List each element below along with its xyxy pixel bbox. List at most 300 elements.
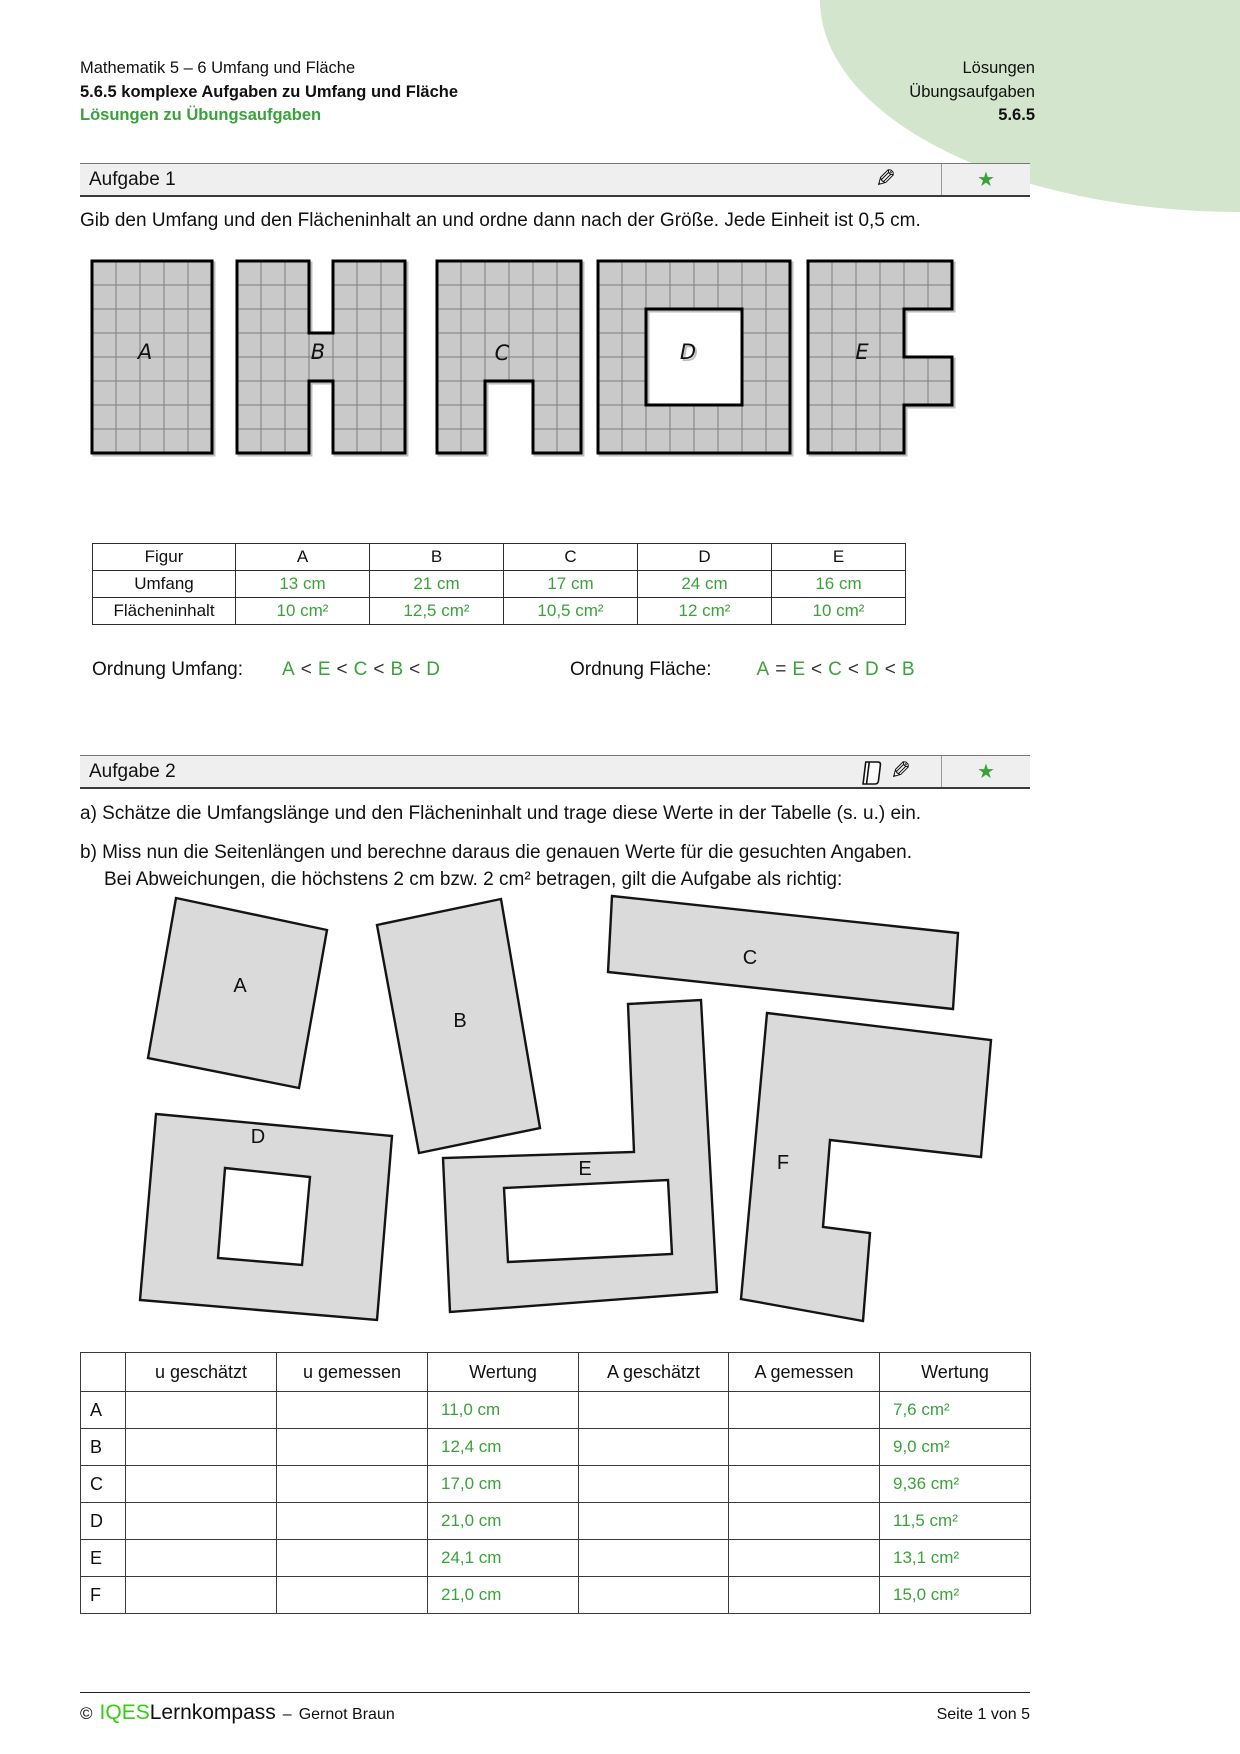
t2-value-cell: 11,5 cm² — [880, 1503, 1031, 1540]
grid-cell — [92, 261, 116, 285]
grid-cell — [928, 261, 952, 285]
grid-cell — [333, 381, 357, 405]
grid-cell — [381, 429, 405, 453]
grid-cell — [832, 333, 856, 357]
grid-cell — [164, 333, 188, 357]
grid-cell — [237, 333, 261, 357]
grid-cell — [333, 333, 357, 357]
grid-cell — [766, 333, 790, 357]
t1-header-C: C — [504, 544, 638, 571]
shape-label-C: C — [742, 947, 758, 969]
grid-cell — [357, 429, 381, 453]
grid-cell — [808, 285, 832, 309]
ordering-flaeche-sequence — [752, 659, 920, 681]
t1-value-cell: 10,5 cm² — [504, 598, 638, 625]
t2-header-u geschätzt: u geschätzt — [126, 1353, 277, 1392]
t2-empty-cell — [579, 1577, 729, 1614]
grid-cell — [856, 405, 880, 429]
grid-cell — [904, 357, 928, 381]
ordering-letter: C — [353, 659, 368, 680]
grid-cell — [333, 309, 357, 333]
grid-cell — [164, 357, 188, 381]
grid-cell — [485, 285, 509, 309]
ordering-umfang-label: Ordnung Umfang: — [92, 659, 244, 680]
grid-cell — [718, 261, 742, 285]
t2-empty-cell — [277, 1540, 428, 1577]
grid-cell — [670, 285, 694, 309]
task1-results-table — [92, 543, 906, 625]
figure-label-C: C — [494, 341, 510, 365]
grid-cell — [188, 333, 212, 357]
grid-cell — [116, 333, 140, 357]
grid-cell — [598, 429, 622, 453]
t2-empty-cell — [729, 1466, 880, 1503]
grid-cell — [533, 333, 557, 357]
grid-cell — [742, 381, 766, 405]
grid-cell — [598, 333, 622, 357]
grid-cell — [116, 357, 140, 381]
t2-value-cell: 9,0 cm² — [880, 1429, 1031, 1466]
grid-cell — [437, 357, 461, 381]
header-right-line2: Übungsaufgaben — [909, 82, 1035, 101]
grid-cell — [766, 429, 790, 453]
grid-cell — [188, 261, 212, 285]
grid-cell — [856, 285, 880, 309]
ordering-flaeche — [570, 659, 920, 681]
grid-cell — [237, 381, 261, 405]
ordering-umfang-sequence — [277, 659, 445, 681]
grid-cell — [533, 357, 557, 381]
grid-cell — [880, 381, 904, 405]
t2-row-label-A: A — [81, 1392, 126, 1429]
grid-cell — [357, 333, 381, 357]
task2-results-table — [80, 1352, 1031, 1614]
grid-cell — [832, 381, 856, 405]
grid-cell — [333, 357, 357, 381]
grid-figure-E — [808, 261, 952, 453]
star-icon: ★ — [977, 168, 995, 191]
grid-cell — [437, 405, 461, 429]
grid-cell — [116, 261, 140, 285]
measure-shapes-canvas — [80, 885, 1030, 1345]
header-right-number: 5.6.5 — [998, 106, 1035, 124]
shape-label-B: B — [453, 1010, 467, 1032]
grid-cell — [808, 261, 832, 285]
t2-empty-cell — [126, 1392, 277, 1429]
grid-cell — [509, 357, 533, 381]
grid-cell — [285, 333, 309, 357]
grid-figure-D — [598, 261, 790, 453]
grid-cell — [880, 285, 904, 309]
grid-cell — [437, 333, 461, 357]
grid-cell — [285, 405, 309, 429]
grid-cell — [808, 309, 832, 333]
t2-empty-cell — [579, 1466, 729, 1503]
grid-cell — [461, 261, 485, 285]
task2-instruction-a: a) Schätze die Umfangslänge und den Flächeninhalt und trage diese Werte in der Tabelle (s. u.) ein. — [80, 803, 922, 824]
shape-label-E: E — [578, 1158, 592, 1180]
grid-cell — [116, 381, 140, 405]
grid-cell — [557, 429, 581, 453]
grid-cell — [509, 309, 533, 333]
t2-header-u gemessen: u gemessen — [277, 1353, 428, 1392]
task2-header-bar — [80, 755, 1030, 789]
grid-cell — [237, 357, 261, 381]
ordering-row — [92, 659, 1032, 685]
grid-cell — [381, 405, 405, 429]
grid-cell — [285, 309, 309, 333]
grid-cell — [461, 405, 485, 429]
header-solutions-label: Lösungen zu Übungsaufgaben — [80, 106, 322, 124]
t1-value-cell: 21 cm — [370, 571, 504, 598]
grid-cell — [261, 357, 285, 381]
t2-row-label-E: E — [81, 1540, 126, 1577]
grid-cell — [766, 285, 790, 309]
shape-label-F: F — [776, 1152, 790, 1174]
t2-header-Wertung: Wertung — [428, 1353, 579, 1392]
grid-cell — [357, 309, 381, 333]
grid-cell — [557, 405, 581, 429]
grid-cell — [598, 357, 622, 381]
grid-cell — [694, 285, 718, 309]
grid-cell — [116, 405, 140, 429]
grid-cell — [928, 381, 952, 405]
t1-value-cell: 24 cm — [638, 571, 772, 598]
pencil-icon: ✎ — [874, 165, 896, 193]
grid-cell — [598, 381, 622, 405]
grid-cell — [533, 285, 557, 309]
grid-cell — [598, 285, 622, 309]
ordering-letter: B — [901, 659, 915, 680]
ordering-operator: < — [847, 659, 859, 680]
t2-empty-cell — [277, 1392, 428, 1429]
t2-value-cell: 21,0 cm — [428, 1577, 579, 1614]
grid-cell — [742, 285, 766, 309]
grid-cell — [856, 261, 880, 285]
grid-cell — [164, 309, 188, 333]
grid-cell — [832, 405, 856, 429]
grid-cell — [188, 309, 212, 333]
t2-empty-cell — [729, 1429, 880, 1466]
task2-instruction-b2: Bei Abweichungen, die höchstens 2 cm bzw. 2 cm² betragen, gilt die Aufgabe als richtig: — [104, 869, 843, 890]
t2-value-cell: 7,6 cm² — [880, 1392, 1031, 1429]
grid-cell — [437, 285, 461, 309]
grid-cell — [622, 309, 646, 333]
grid-cell — [140, 261, 164, 285]
task1-title: Aufgabe 1 — [89, 168, 176, 190]
grid-cell — [904, 261, 928, 285]
grid-cell — [832, 261, 856, 285]
t2-value-cell: 11,0 cm — [428, 1392, 579, 1429]
grid-cell — [832, 357, 856, 381]
shape-C — [608, 896, 958, 1009]
grid-cell — [880, 429, 904, 453]
grid-cell — [880, 333, 904, 357]
t2-value-cell: 15,0 cm² — [880, 1577, 1031, 1614]
grid-cell — [381, 357, 405, 381]
t2-row-label-F: F — [81, 1577, 126, 1614]
ordering-operator: < — [373, 659, 385, 680]
grid-cell — [742, 405, 766, 429]
grid-cell — [188, 405, 212, 429]
grid-cell — [766, 309, 790, 333]
grid-cell — [904, 381, 928, 405]
grid-cell — [285, 261, 309, 285]
grid-cell — [188, 357, 212, 381]
grid-cell — [188, 381, 212, 405]
grid-cell — [333, 261, 357, 285]
grid-cell — [237, 429, 261, 453]
grid-cell — [832, 309, 856, 333]
figure-label-E: E — [855, 340, 869, 364]
ordering-letter: C — [828, 659, 842, 680]
grid-cell — [832, 429, 856, 453]
grid-cell — [509, 261, 533, 285]
ordering-letter: D — [864, 659, 879, 680]
t2-empty-cell — [729, 1503, 880, 1540]
figure-label-D: D — [679, 340, 697, 364]
grid-figure-C — [437, 261, 581, 453]
grid-cell — [285, 357, 309, 381]
grid-cell — [461, 333, 485, 357]
grid-cell — [461, 429, 485, 453]
t2-header-A gemessen: A gemessen — [729, 1353, 880, 1392]
grid-cell — [461, 357, 485, 381]
t1-header-E: E — [772, 544, 906, 571]
grid-cell — [285, 285, 309, 309]
t2-row-label-C: C — [81, 1466, 126, 1503]
grid-cell — [880, 261, 904, 285]
grid-cell — [694, 261, 718, 285]
grid-cell — [598, 309, 622, 333]
ordering-flaeche-label: Ordnung Fläche: — [570, 659, 712, 680]
grid-cell — [557, 261, 581, 285]
figure-label-B: B — [310, 340, 326, 364]
grid-cell — [261, 381, 285, 405]
grid-cell — [670, 429, 694, 453]
t1-value-cell: 12,5 cm² — [370, 598, 504, 625]
grid-cell — [694, 429, 718, 453]
grid-cell — [237, 309, 261, 333]
header-right-line1: Lösungen — [962, 59, 1035, 77]
t1-value-cell: 10 cm² — [236, 598, 370, 625]
grid-cell — [856, 381, 880, 405]
grid-cell — [261, 429, 285, 453]
header-subject: Mathematik 5 – 6 Umfang und Fläche — [80, 59, 356, 77]
t2-value-cell: 9,36 cm² — [880, 1466, 1031, 1503]
grid-cell — [164, 261, 188, 285]
grid-cell — [92, 357, 116, 381]
task1-star-cell — [941, 164, 1030, 195]
book-icon — [859, 759, 883, 785]
t2-empty-cell — [126, 1429, 277, 1466]
grid-cell — [622, 357, 646, 381]
header-left — [80, 57, 458, 128]
grid-cell — [742, 357, 766, 381]
grid-cell — [333, 405, 357, 429]
grid-cell — [92, 285, 116, 309]
t1-value-cell: 12 cm² — [638, 598, 772, 625]
grid-cell — [718, 429, 742, 453]
grid-cell — [718, 285, 742, 309]
grid-cell — [808, 405, 832, 429]
grid-cell — [381, 285, 405, 309]
star-icon: ★ — [977, 760, 995, 783]
grid-cell — [485, 309, 509, 333]
grid-cell — [437, 381, 461, 405]
t1-row-label: Umfang — [93, 571, 236, 598]
grid-cell — [808, 333, 832, 357]
grid-cell — [140, 405, 164, 429]
task2-icons — [829, 756, 941, 787]
ordering-letter: B — [390, 659, 404, 680]
grid-cell — [766, 381, 790, 405]
t1-value-cell: 13 cm — [236, 571, 370, 598]
t2-header-A geschätzt: A geschätzt — [579, 1353, 729, 1392]
t1-header-D: D — [638, 544, 772, 571]
grid-cell — [437, 309, 461, 333]
grid-cell — [237, 285, 261, 309]
grid-cell — [880, 309, 904, 333]
grid-cell — [832, 285, 856, 309]
grid-cell — [140, 381, 164, 405]
ordering-operator: < — [811, 659, 823, 680]
footer-author: Gernot Braun — [298, 1706, 395, 1723]
t1-header-Figur: Figur — [93, 544, 236, 571]
grid-cell — [766, 261, 790, 285]
grid-cell — [461, 285, 485, 309]
grid-cell — [533, 405, 557, 429]
grid-figure-B — [237, 261, 405, 453]
t2-empty-cell — [277, 1503, 428, 1540]
grid-cell — [718, 405, 742, 429]
grid-cell — [437, 429, 461, 453]
grid-cell — [533, 429, 557, 453]
grid-cell — [742, 261, 766, 285]
grid-cell — [557, 309, 581, 333]
grid-cell — [437, 261, 461, 285]
t2-value-cell: 24,1 cm — [428, 1540, 579, 1577]
t2-empty-cell — [126, 1503, 277, 1540]
t2-empty-cell — [729, 1392, 880, 1429]
t2-value-cell: 13,1 cm² — [880, 1540, 1031, 1577]
grid-cell — [646, 405, 670, 429]
grid-cell — [164, 285, 188, 309]
grid-cell — [694, 405, 718, 429]
grid-cell — [622, 261, 646, 285]
task1-icons — [829, 164, 941, 195]
grid-cell — [461, 309, 485, 333]
grid-cell — [261, 405, 285, 429]
ordering-operator: < — [409, 659, 421, 680]
t2-header-figure — [81, 1353, 126, 1392]
header-right — [909, 57, 1035, 128]
brand-lernkompass: Lernkompass — [149, 1701, 276, 1724]
grid-cell — [742, 333, 766, 357]
shape-label-D: D — [250, 1126, 266, 1148]
grid-cell — [164, 405, 188, 429]
grid-cell — [116, 285, 140, 309]
task2-title: Aufgabe 2 — [89, 760, 176, 782]
grid-cell — [622, 405, 646, 429]
grid-cell — [742, 429, 766, 453]
grid-cell — [333, 285, 357, 309]
grid-cell — [856, 429, 880, 453]
header-chapter: 5.6.5 komplexe Aufgaben zu Umfang und Fläche — [80, 82, 459, 101]
t1-value-cell: 16 cm — [772, 571, 906, 598]
grid-cell — [646, 261, 670, 285]
grid-cell — [598, 261, 622, 285]
task1-instruction: Gib den Umfang und den Flächeninhalt an und ordne dann nach der Größe. Jede Einheit ist 0,5 cm. — [80, 210, 921, 231]
grid-cell — [140, 285, 164, 309]
footer-divider — [80, 1692, 1030, 1693]
grid-cell — [140, 309, 164, 333]
grid-cell — [742, 309, 766, 333]
grid-cell — [533, 381, 557, 405]
grid-cell — [766, 357, 790, 381]
grid-cell — [880, 405, 904, 429]
shape-label-A: A — [233, 975, 247, 997]
grid-cell — [509, 285, 533, 309]
grid-cell — [622, 333, 646, 357]
grid-cell — [808, 381, 832, 405]
grid-cell — [357, 285, 381, 309]
grid-cell — [237, 405, 261, 429]
grid-cell — [670, 261, 694, 285]
grid-cell — [261, 261, 285, 285]
pencil-icon: ✎ — [890, 757, 911, 785]
ordering-letter: D — [426, 659, 440, 680]
grid-cell — [92, 405, 116, 429]
t2-empty-cell — [277, 1466, 428, 1503]
shape-D — [140, 1114, 392, 1320]
grid-cell — [92, 429, 116, 453]
grid-cell — [646, 285, 670, 309]
grid-cell — [533, 261, 557, 285]
grid-cell — [357, 261, 381, 285]
grid-cell — [808, 429, 832, 453]
grid-cell — [557, 357, 581, 381]
grid-cell — [381, 381, 405, 405]
t2-row-label-B: B — [81, 1429, 126, 1466]
grid-figures-canvas — [80, 255, 960, 457]
grid-cell — [646, 429, 670, 453]
grid-cell — [381, 333, 405, 357]
grid-cell — [557, 333, 581, 357]
grid-cell — [357, 381, 381, 405]
t1-header-A: A — [236, 544, 370, 571]
grid-cell — [92, 333, 116, 357]
t1-value-cell: 17 cm — [504, 571, 638, 598]
grid-cell — [285, 429, 309, 453]
grid-cell — [904, 285, 928, 309]
grid-cell — [237, 261, 261, 285]
grid-cell — [188, 429, 212, 453]
figure-label-A: A — [137, 340, 153, 364]
grid-cell — [381, 309, 405, 333]
t2-value-cell: 17,0 cm — [428, 1466, 579, 1503]
grid-cell — [188, 285, 212, 309]
t2-empty-cell — [126, 1540, 277, 1577]
grid-cell — [140, 429, 164, 453]
grid-cell — [557, 285, 581, 309]
t2-empty-cell — [126, 1466, 277, 1503]
t2-empty-cell — [729, 1540, 880, 1577]
grid-cell — [357, 405, 381, 429]
t2-empty-cell — [579, 1429, 729, 1466]
grid-cell — [670, 405, 694, 429]
ordering-operator: < — [884, 659, 896, 680]
